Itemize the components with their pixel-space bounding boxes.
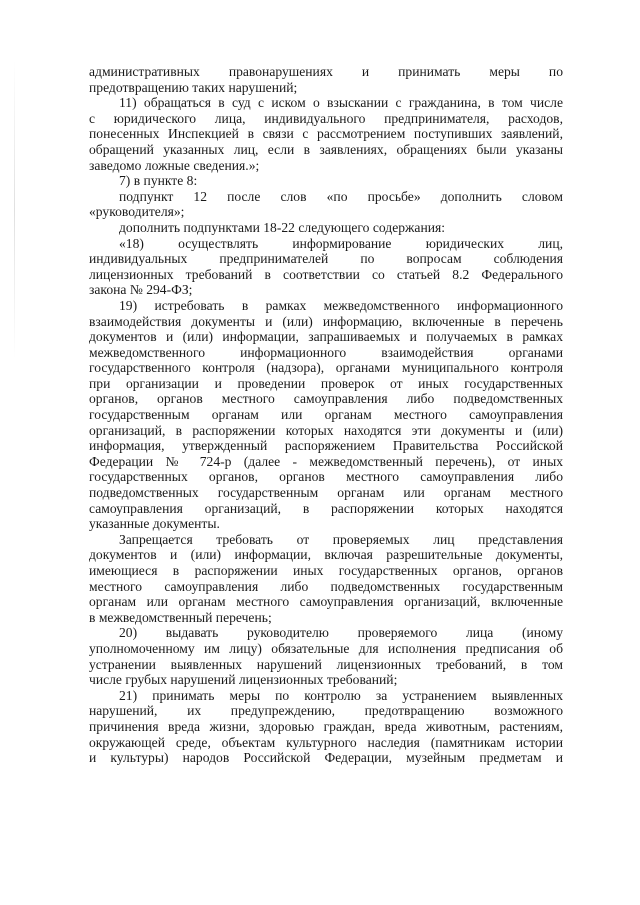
text-line: 21) принимать меры по контролю за устранением выявленных bbox=[119, 687, 563, 703]
text-line: 11) обращаться в суд с иском о взыскании с гражданина, в том числе bbox=[119, 95, 563, 111]
text-line: дополнить подпунктами 18-22 следующего содержания: bbox=[119, 219, 446, 235]
text-line: лицензионных требований в соответствии со статьей 8.2 Федерального bbox=[89, 266, 563, 282]
text-line: числе грубых нарушений лицензионных требований; bbox=[89, 672, 398, 688]
scan-edge-shadow bbox=[14, 60, 15, 360]
text-line: причинения вреда жизни, здоровью граждан, вреда животным, растениям, bbox=[89, 718, 563, 734]
text-line: «18) осуществлять информирование юридических лиц, bbox=[119, 235, 563, 251]
text-line: понесенных Инспекцией в связи с рассмотрением поступивших заявлений, bbox=[89, 126, 563, 142]
text-line: заведомо ложные сведения.»; bbox=[89, 157, 260, 173]
text-line: Федерации № 724-р (далее - межведомственный перечень), от иных bbox=[89, 453, 563, 469]
text-line: закона № 294-ФЗ; bbox=[89, 282, 193, 298]
text-line: подпункт 12 после слов «по просьбе» дополнить словом bbox=[119, 188, 563, 204]
text-line: местного самоуправления либо подведомственных государственным bbox=[89, 578, 563, 594]
text-line: нарушений, их предупреждению, предотвращению возможного bbox=[89, 703, 563, 719]
document-page bbox=[89, 64, 563, 766]
text-line: взаимодействия документы и (или) информацию, включенные в перечень bbox=[89, 313, 563, 329]
text-line: 19) истребовать в рамках межведомственного информационного bbox=[119, 297, 563, 313]
text-line: государственных органов, органов местного самоуправления либо bbox=[89, 469, 563, 485]
text-line: указанные документы. bbox=[89, 516, 220, 532]
text-line: государственным органам или органам местного самоуправления bbox=[89, 407, 563, 423]
text-line: органов, органов местного самоуправления либо подведомственных bbox=[89, 391, 563, 407]
text-line: с юридического лица, индивидуального предпринимателя, расходов, bbox=[89, 110, 563, 126]
text-line: «руководителя»; bbox=[89, 204, 185, 220]
text-line: 20) выдавать руководителю проверяемого лица (иному bbox=[119, 625, 563, 641]
text-line: обращений указанных лиц, если в заявлениях, обращениях были указаны bbox=[89, 141, 563, 157]
text-line: индивидуальных предпринимателей по вопросам соблюдения bbox=[89, 251, 563, 267]
text-line: самоуправления организаций, в распоряжении которых находятся bbox=[89, 500, 563, 516]
text-line: предотвращению таких нарушений; bbox=[89, 79, 298, 95]
text-line: информация, утвержденный распоряжением Правительства Российской bbox=[89, 438, 563, 454]
text-line: уполномоченному им лицу) обязательные для исполнения предписания об bbox=[89, 640, 563, 656]
text-line: в межведомственный перечень; bbox=[89, 609, 272, 625]
text-line: окружающей среде, объектам культурного наследия (памятникам истории bbox=[89, 734, 563, 750]
text-line: при организации и проведении проверок от иных государственных bbox=[89, 375, 563, 391]
text-line: Запрещается требовать от проверяемых лиц представления bbox=[119, 531, 563, 547]
text-line: организаций, в распоряжении которых находятся эти документы и (или) bbox=[89, 422, 563, 438]
text-line: административных правонарушениях и принимать меры по bbox=[89, 64, 563, 79]
text-line: и культуры) народов Российской Федерации, музейным предметам и bbox=[89, 750, 563, 766]
text-line: имеющиеся в распоряжении иных государственных органов, органов bbox=[89, 563, 563, 578]
text-line: документов и (или) информации, запрашиваемых и получаемых в рамках bbox=[89, 329, 563, 345]
text-line: межведомственного информационного взаимодействия органами bbox=[89, 344, 563, 360]
text-line: государственного контроля (надзора), органами муниципального контроля bbox=[89, 360, 563, 376]
text-line: органам или органам местного самоуправления организаций, включенные bbox=[89, 594, 563, 610]
text-line: устранении выявленных нарушений лицензионных требований, в том bbox=[89, 656, 563, 672]
text-line: 7) в пункте 8: bbox=[119, 173, 198, 189]
text-line: документов и (или) информации, включая разрешительные документы, bbox=[89, 547, 563, 563]
text-line: подведомственных государственным органам или органам местного bbox=[89, 485, 563, 501]
